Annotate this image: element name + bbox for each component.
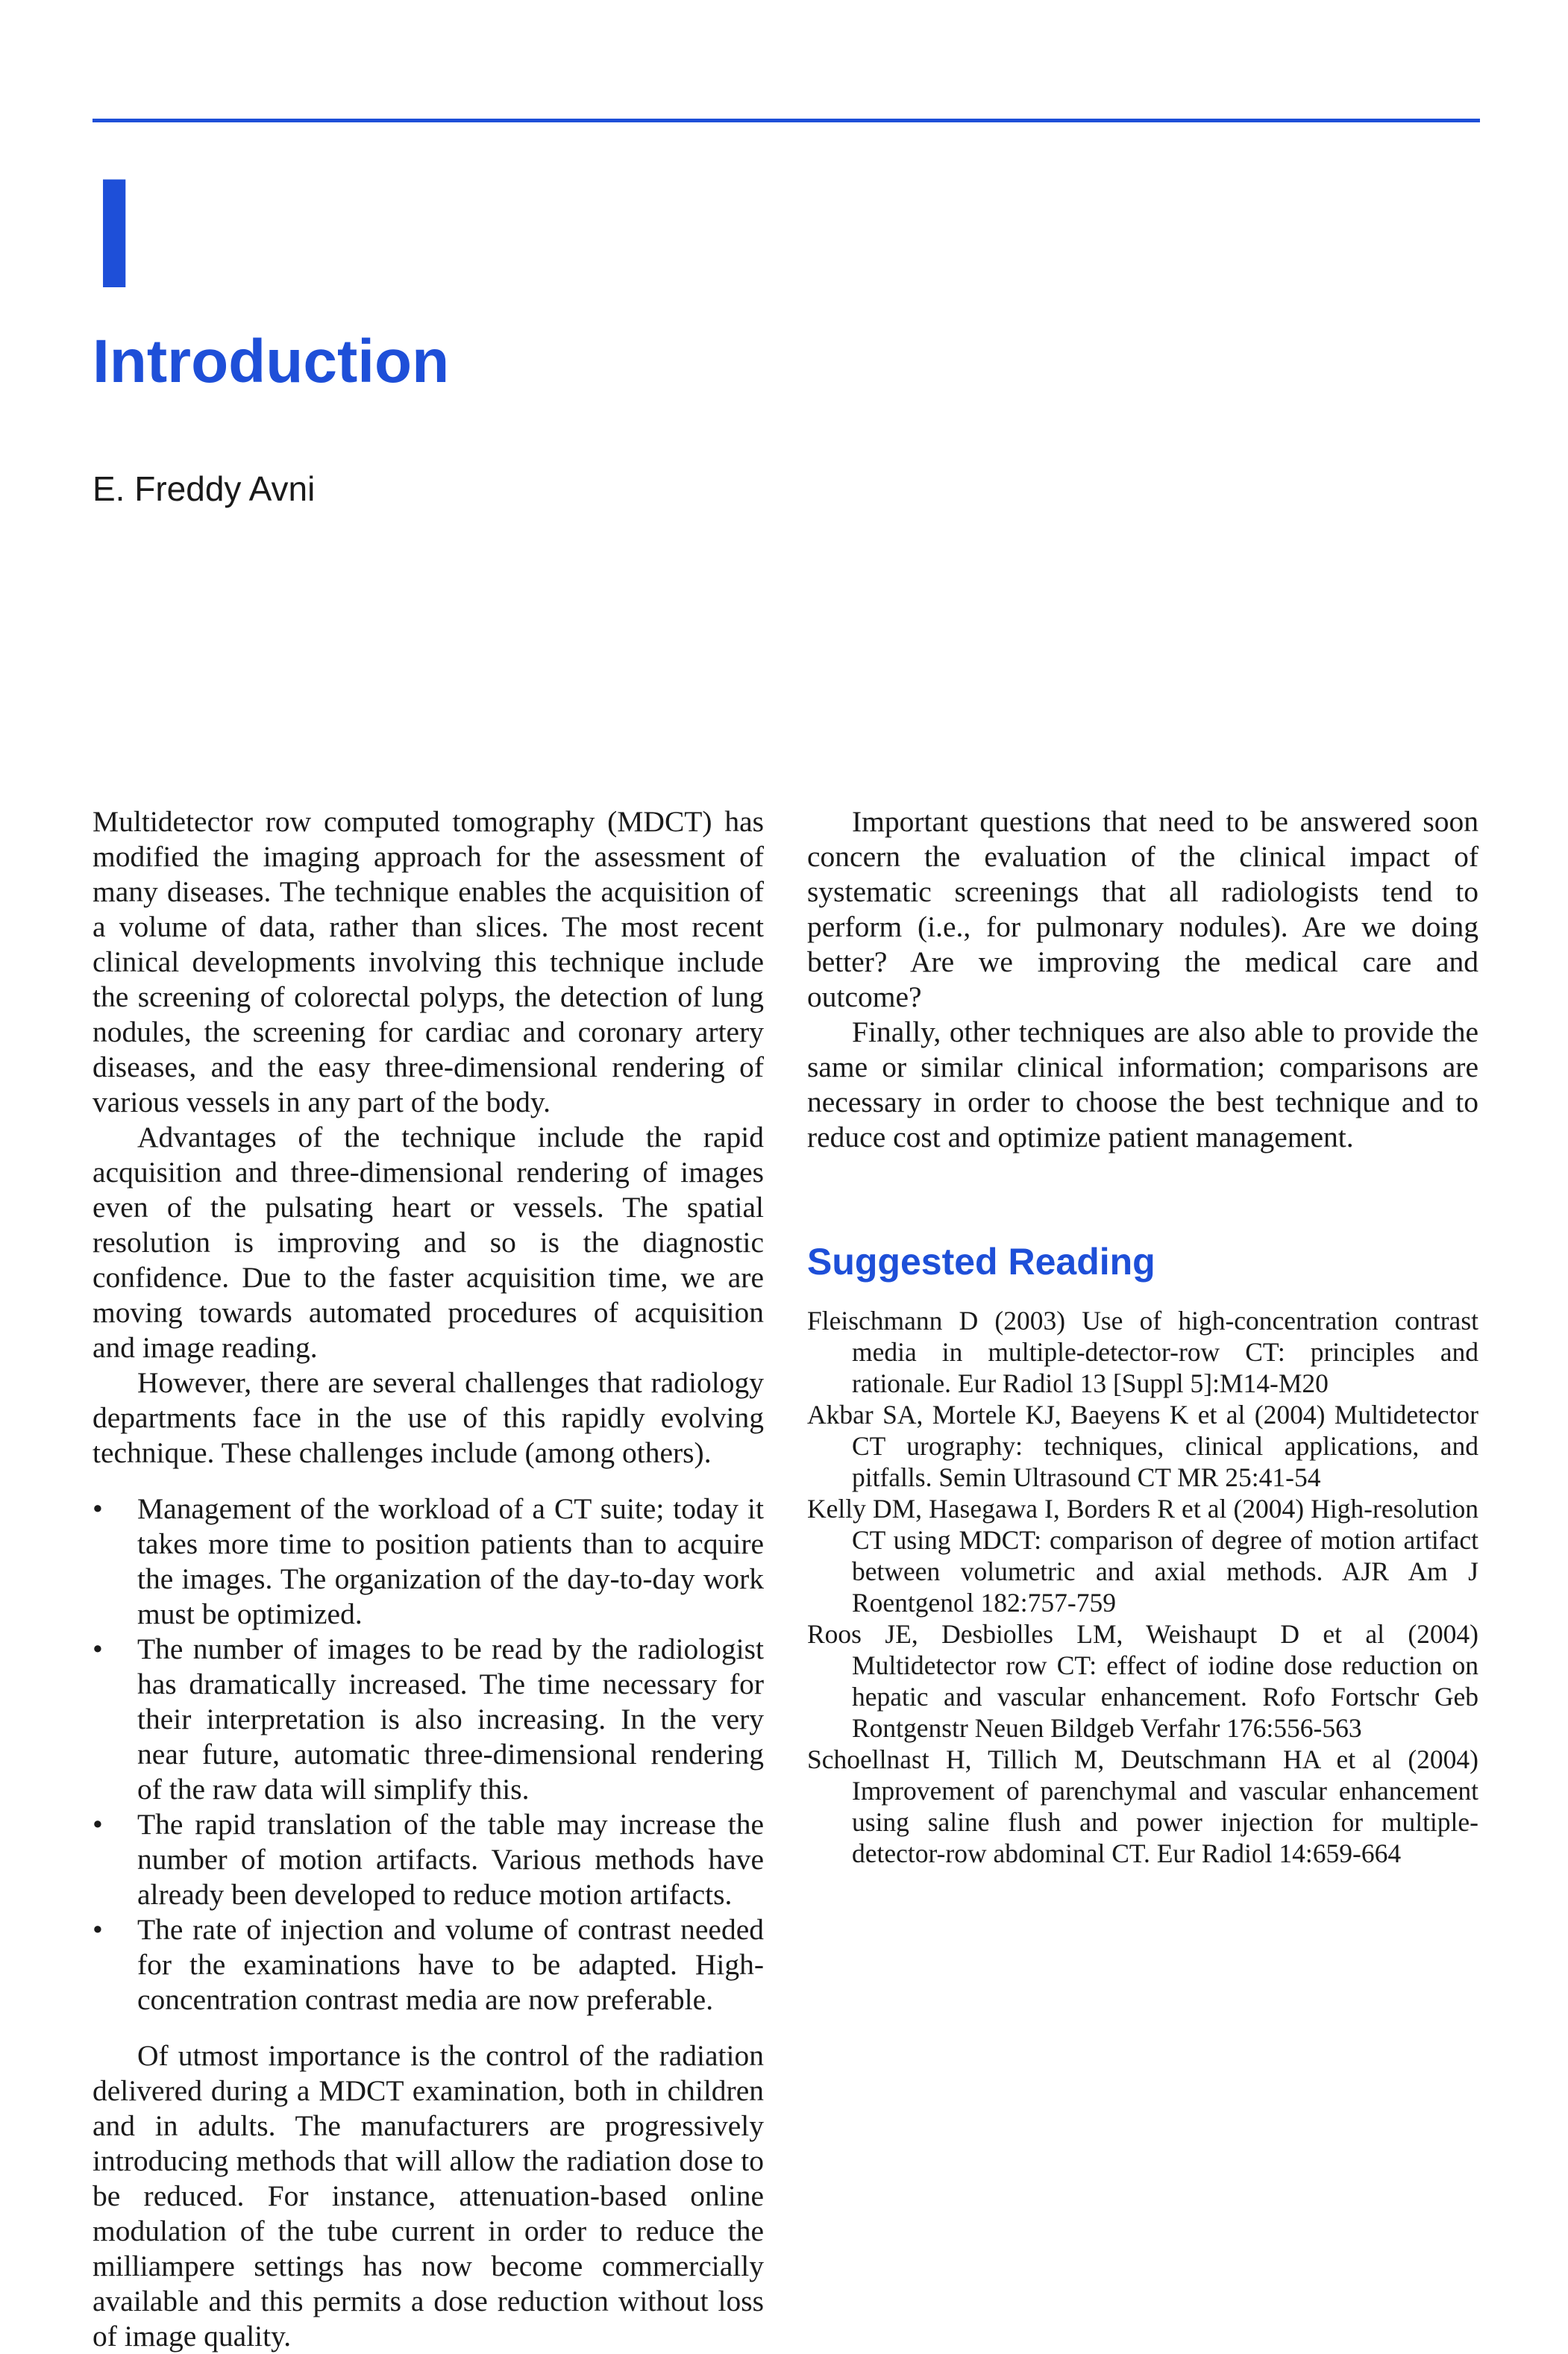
paragraph: However, there are several challenges that radiology departments face in the use of this rapidly evolving technique. These challenges include (among others). <box>92 1366 764 1469</box>
reference-item: Kelly DM, Hasegawa I, Borders R et al (2004) High-resolution CT using MDCT: comparison of degree of motion artifact between volumetric and axial methods. AJR Am J Roentgenol 182:757-759 <box>807 1494 1478 1618</box>
reference-item: Roos JE, Desbiolles LM, Weishaupt D et al (2004) Multidetector row CT: effect of iodine dose reduction on hepatic and vascular enhancement. Rofo Fortschr Geb Rontgenstr Neuen Bildgeb Verfahr 176:556-563 <box>807 1619 1478 1743</box>
paragraph: Important questions that need to be answered soon concern the evaluation of the clinical impact of systematic screenings that all radiologists tend to perform (i.e., for pulmonary nodules). Are we doing better? Are we improving the medical care and outcome? <box>807 805 1478 1013</box>
list-item: • The number of images to be read by the radiologist has dramatically increased. The time necessary for their interpretation is also increasing. In the very near future, automatic three-dimensional rendering of the raw data will simplify this. <box>92 1632 764 1807</box>
author-name: E. Freddy Avni <box>92 469 316 508</box>
left-column <box>92 804 764 2354</box>
list-item: • Management of the workload of a CT suite; today it takes more time to position patients than to acquire the images. The organization of the day-to-day work must be optimized. <box>92 1491 764 1632</box>
reference-item: Fleischmann D (2003) Use of high-concentration contrast media in multiple-detector-row CT: principles and rationale. Eur Radiol 13 [Suppl 5]:M14-M20 <box>807 1306 1478 1398</box>
list-item: • The rapid translation of the table may increase the number of motion artifacts. Various methods have already been developed to reduce motion artifacts. <box>92 1807 764 1912</box>
header-rule <box>92 119 1480 122</box>
chapter-number: I <box>92 145 137 321</box>
challenges-list <box>92 1491 764 2018</box>
list-item: • The rate of injection and volume of contrast needed for the examinations have to be adapted. High-concentration contrast media are now preferable. <box>92 1912 764 2018</box>
paragraph-continued: Of utmost importance is the control of the radiation delivered during a MDCT examination, both in children and in adults. The manufacturers are progressively introducing methods that will allow the radiation dose to be reduced. For instance, attenuation-based online modulation of the tube current in order to reduce the milliampere settings has now become commercially available and this permits a dose reduction without loss of image quality. <box>92 2039 764 2353</box>
right-column <box>807 804 1478 1869</box>
reference-list <box>807 1305 1478 1869</box>
paragraph: Advantages of the technique include the rapid acquisition and three-dimensional rendering of images even of the pulsating heart or vessels. The spatial resolution is improving and so is the diagnostic confidence. Due to the faster acquisition time, we are moving towards automated procedures of acquisition and image reading. <box>92 1121 764 1364</box>
chapter-title: Introduction <box>92 328 450 395</box>
reference-item: Schoellnast H, Tillich M, Deutschmann HA et al (2004) Improvement of parenchymal and vascular enhancement using saline flush and power injection for multiple-detector-row abdominal CT. Eur Radiol 14:659-664 <box>807 1744 1478 1868</box>
paragraph: Multidetector row computed tomography (MDCT) has modified the imaging approach for the assessment of many diseases. The technique enables the acquisition of a volume of data, rather than slices. The most recent clinical developments involving this technique include the screening of colorectal polyps, the detection of lung nodules, the screening for cardiac and coronary artery diseases, and the easy three-dimensional rendering of various vessels in any part of the body. <box>92 805 764 1118</box>
reference-item: Akbar SA, Mortele KJ, Baeyens K et al (2004) Multidetector CT urography: techniques, clinical applications, and pitfalls. Semin Ultrasound CT MR 25:41-54 <box>807 1400 1478 1492</box>
paragraph: Finally, other techniques are also able to provide the same or similar clinical information; comparisons are necessary in order to choose the best technique and to reduce cost and optimize patient management. <box>807 1015 1478 1153</box>
section-title-suggested-reading: Suggested Reading <box>807 1241 1155 1283</box>
